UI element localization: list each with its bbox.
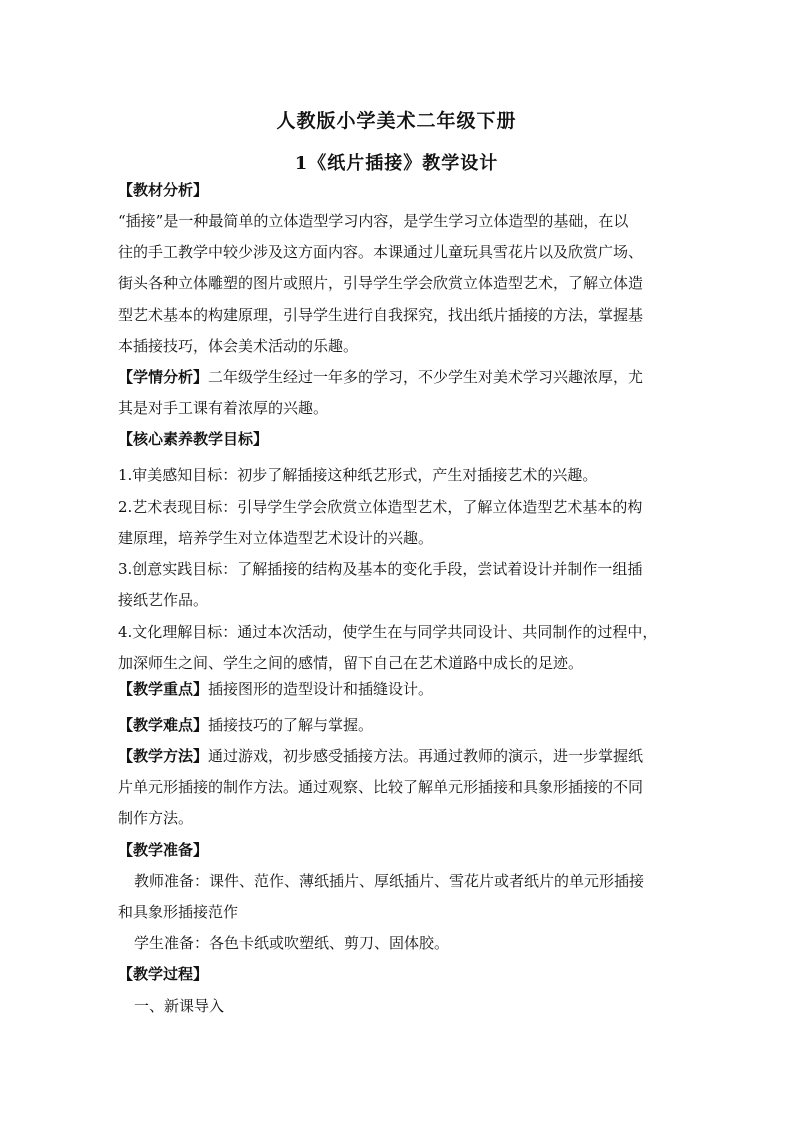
paragraph-xueqing [118,367,678,387]
section-heading-zhunbei: 【教学准备】 [118,841,209,859]
paragraph-line: 型艺术基本的构建原理，引导学生进行自我探究，找出纸片插接的方法，掌握基 [118,306,644,324]
list-item-continued: 加深师生之间、学生之间的感情，留下自己在艺术道路中成长的足迹。 [118,654,584,672]
document-title: 人教版小学美术二年级下册 [276,110,517,132]
paragraph-text: 二年级学生经过一年多的学习，不少学生对美术学习兴趣浓厚，尤 [208,368,644,386]
section-heading-jiaocai: 【教材分析】 [118,181,209,199]
paragraph-line: 其是对手工课有着浓厚的兴趣。 [118,399,329,417]
section-heading-fangfa: 【教学方法】 [118,747,209,765]
paragraph-nandian [118,715,678,735]
paragraph-line: 学生准备：各色卡纸或吹塑纸、剪刀、固体胶。 [134,934,450,952]
paragraph-line: 和具象形插接范作 [118,903,239,921]
section-heading-nandian: 【教学难点】 [118,716,209,734]
paragraph-text: 插接图形的造型设计和插缝设计。 [208,680,434,698]
list-item-continued: 建原理，培养学生对立体造型艺术设计的兴趣。 [118,529,434,547]
document-subtitle: 1《纸片插接》教学设计 [294,153,499,174]
list-item: 3.创意实践目标：了解插接的结构及基本的变化手段，尝试着设计并制作一组插 [118,560,643,578]
section-heading-mubiao: 【核心素养教学目标】 [118,430,269,448]
paragraph-line: 往的手工教学中较少涉及这方面内容。本课通过儿童玩具雪花片以及欣赏广场、 [118,243,644,261]
list-item: 2.艺术表现目标：引导学生学会欣赏立体造型艺术，了解立体造型艺术基本的构 [118,498,643,516]
paragraph-text: 插接技巧的了解与掌握。 [208,716,374,734]
paragraph-zhongdian [118,679,678,699]
paragraph-line: 街头各种立体雕塑的图片或照片，引导学生学会欣赏立体造型艺术，了解立体造 [118,274,644,292]
paragraph-text: 通过游戏，初步感受插接方法。再通过教师的演示，进一步掌握纸 [208,747,644,765]
subsection-heading: 一、新课导入 [134,997,225,1015]
paragraph-line: 制作方法。 [118,809,194,827]
paragraph-line: 片单元形插接的制作方法。通过观察、比较了解单元形插接和具象形插接的不同 [118,778,644,796]
list-item: 1.审美感知目标：初步了解插接这种纸艺形式，产生对插接艺术的兴趣。 [118,466,598,484]
paragraph-line: “插接”是一种最简单的立体造型学习内容，是学生学习立体造型的基础，在以 [118,212,629,230]
section-heading-guocheng: 【教学过程】 [118,965,209,983]
paragraph-fangfa [118,746,678,766]
paragraph-line: 教师准备：课件、范作、薄纸插片、厚纸插片、雪花片或者纸片的单元形插接 [134,872,645,890]
list-item: 4.文化理解目标：通过本次活动，使学生在与同学共同设计、共同制作的过程中， [118,623,658,641]
section-heading-xueqing: 【学情分析】 [118,368,209,386]
section-heading-zhongdian: 【教学重点】 [118,680,209,698]
list-item-continued: 接纸艺作品。 [118,591,209,609]
paragraph-line: 本插接技巧，体会美术活动的乐趣。 [118,337,359,355]
